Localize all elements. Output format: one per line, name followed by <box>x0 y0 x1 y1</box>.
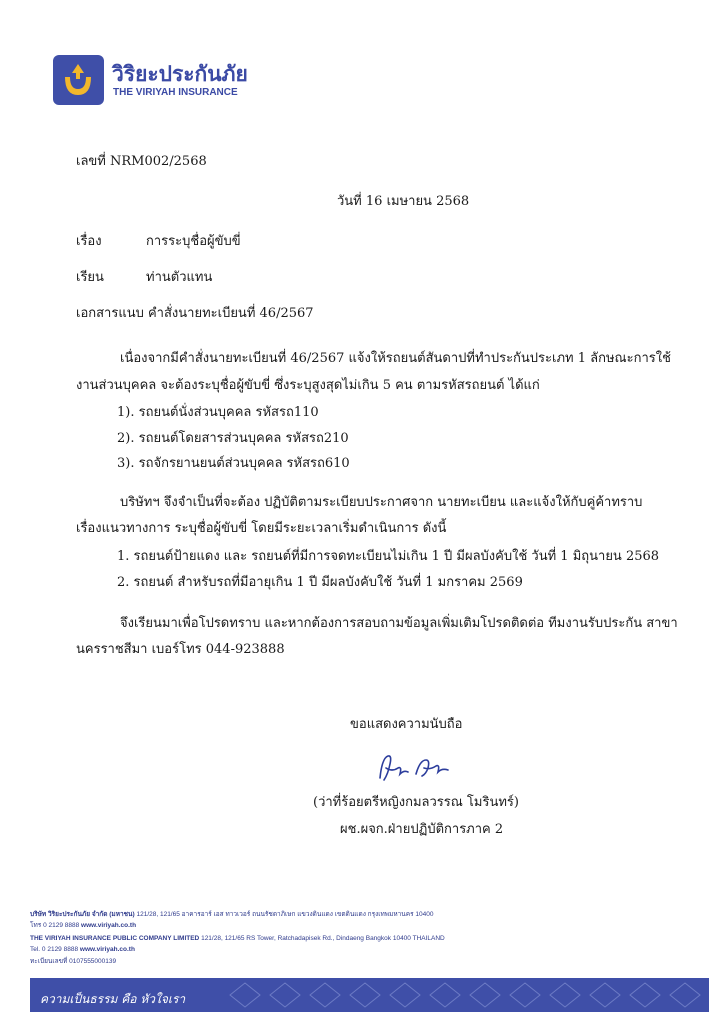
footer-english-contact <box>30 946 135 954</box>
paragraph-1-line-1: เนื่องจากมีคำสั่งนายทะเบียนที่ 46/2567 แจ้งให้รถยนต์สันดาปที่ทำประกันประเภท 1 ลักษณะการใช้ <box>120 351 671 366</box>
logo-english-name: THE VIRIYAH INSURANCE <box>113 87 238 98</box>
signer-name: (ว่าที่ร้อยตรีหญิงกมลวรรณ โมรินทร์) <box>313 795 519 810</box>
footer-registration: ทะเบียนเลขที่ 0107555000139 <box>30 958 117 965</box>
footer-tel-thai: โทร 0 2129 8888 <box>30 922 80 929</box>
schedule-item: 2. รถยนต์ สำหรับรถที่มีอายุเกิน 1 ปี มีผลบังคับใช้ วันที่ 1 มกราคม 2569 <box>117 575 523 590</box>
attachment-line: เอกสารแนบ คำสั่งนายทะเบียนที่ 46/2567 <box>76 306 314 321</box>
footer-web-english[interactable]: www.viriyah.co.th <box>79 946 135 953</box>
subject-label: เรื่อง <box>76 234 102 249</box>
closing-salutation: ขอแสดงความนับถือ <box>350 717 463 732</box>
subject-text: การระบุชื่อผู้ขับขี่ <box>146 234 241 249</box>
paragraph-3-line-2: นครราชสีมา เบอร์โทร 044-923888 <box>76 642 285 657</box>
footer-web-thai[interactable]: www.viriyah.co.th <box>81 922 137 929</box>
vehicle-list-item: 1). รถยนต์นั่งส่วนบุคคล รหัสรถ110 <box>117 405 319 420</box>
recipient-label: เรียน <box>76 270 104 285</box>
logo-thai-name: วิริยะประกันภัย <box>112 62 248 86</box>
reference-number: เลขที่ NRM002/2568 <box>76 154 207 169</box>
vehicle-list-item: 2). รถยนต์โดยสารส่วนบุคคล รหัสรถ210 <box>117 431 349 446</box>
company-logo-mark <box>53 55 104 105</box>
schedule-item: 1. รถยนต์ป้ายแดง และ รถยนต์ที่มีการจดทะเบียนไม่เกิน 1 ปี มีผลบังคับใช้ วันที่ 1 มิถุนายน 2568 <box>117 549 660 564</box>
footer-english-line <box>30 935 445 943</box>
handwritten-signature <box>370 748 460 790</box>
footer-company-thai: บริษัท วิริยะประกันภัย จำกัด (มหาชน) <box>30 911 135 918</box>
signer-title: ผช.ผจก.ฝ่ายปฏิบัติการภาค 2 <box>340 822 504 837</box>
logo-emblem-icon <box>53 55 104 105</box>
footer-address-english: 121/28, 121/65 RS Tower, Ratchadapisek Rd., Dindaeng Bangkok 10400 THAILAND <box>201 935 445 942</box>
vehicle-list-item: 3). รถจักรยานยนต์ส่วนบุคคล รหัสรถ610 <box>117 456 350 471</box>
paragraph-2-line-2: เรื่องแนวทางการ ระบุชื่อผู้ขับขี่ โดยมีระยะเวลาเริ่มดำเนินการ ดังนี้ <box>76 521 447 536</box>
footer-thai-contact <box>30 922 136 930</box>
paragraph-1-line-2: งานส่วนบุคคล จะต้องระบุชื่อผู้ขับขี่ ซึ่งระบุสูงสุดไม่เกิน 5 คน ตามรหัสรถยนต์ ได้แก่ <box>76 378 540 393</box>
footer-tel-english: Tel. 0 2129 8888 <box>30 946 79 953</box>
footer-address-thai: 121/28, 121/65 อาคารอาร์ เอส ทาวเวอร์ ถนนรัชดาภิเษก แขวงดินแดง เขตดินแดง กรุงเทพมหานคร 10400 <box>136 911 434 918</box>
paragraph-3-line-1: จึงเรียนมาเพื่อโปรดทราบ และหากต้องการสอบถามข้อมูลเพิ่มเติมโปรดติดต่อ ทีมงานรับประกัน สาขา <box>120 616 678 631</box>
footer-thai-line <box>30 911 433 919</box>
footer-company-english: THE VIRIYAH INSURANCE PUBLIC COMPANY LIMITED <box>30 935 200 942</box>
recipient-text: ท่านตัวแทน <box>146 270 213 285</box>
company-slogan: ความเป็นธรรม คือ หัวใจเรา <box>40 992 186 1006</box>
paragraph-2-line-1: บริษัทฯ จึงจำเป็นที่จะต้อง ปฏิบัติตามระเบียบประกาศจาก นายทะเบียน และแจ้งให้กับคู่ค้าทราบ <box>120 495 643 510</box>
letter-date: วันที่ 16 เมษายน 2568 <box>337 194 470 209</box>
